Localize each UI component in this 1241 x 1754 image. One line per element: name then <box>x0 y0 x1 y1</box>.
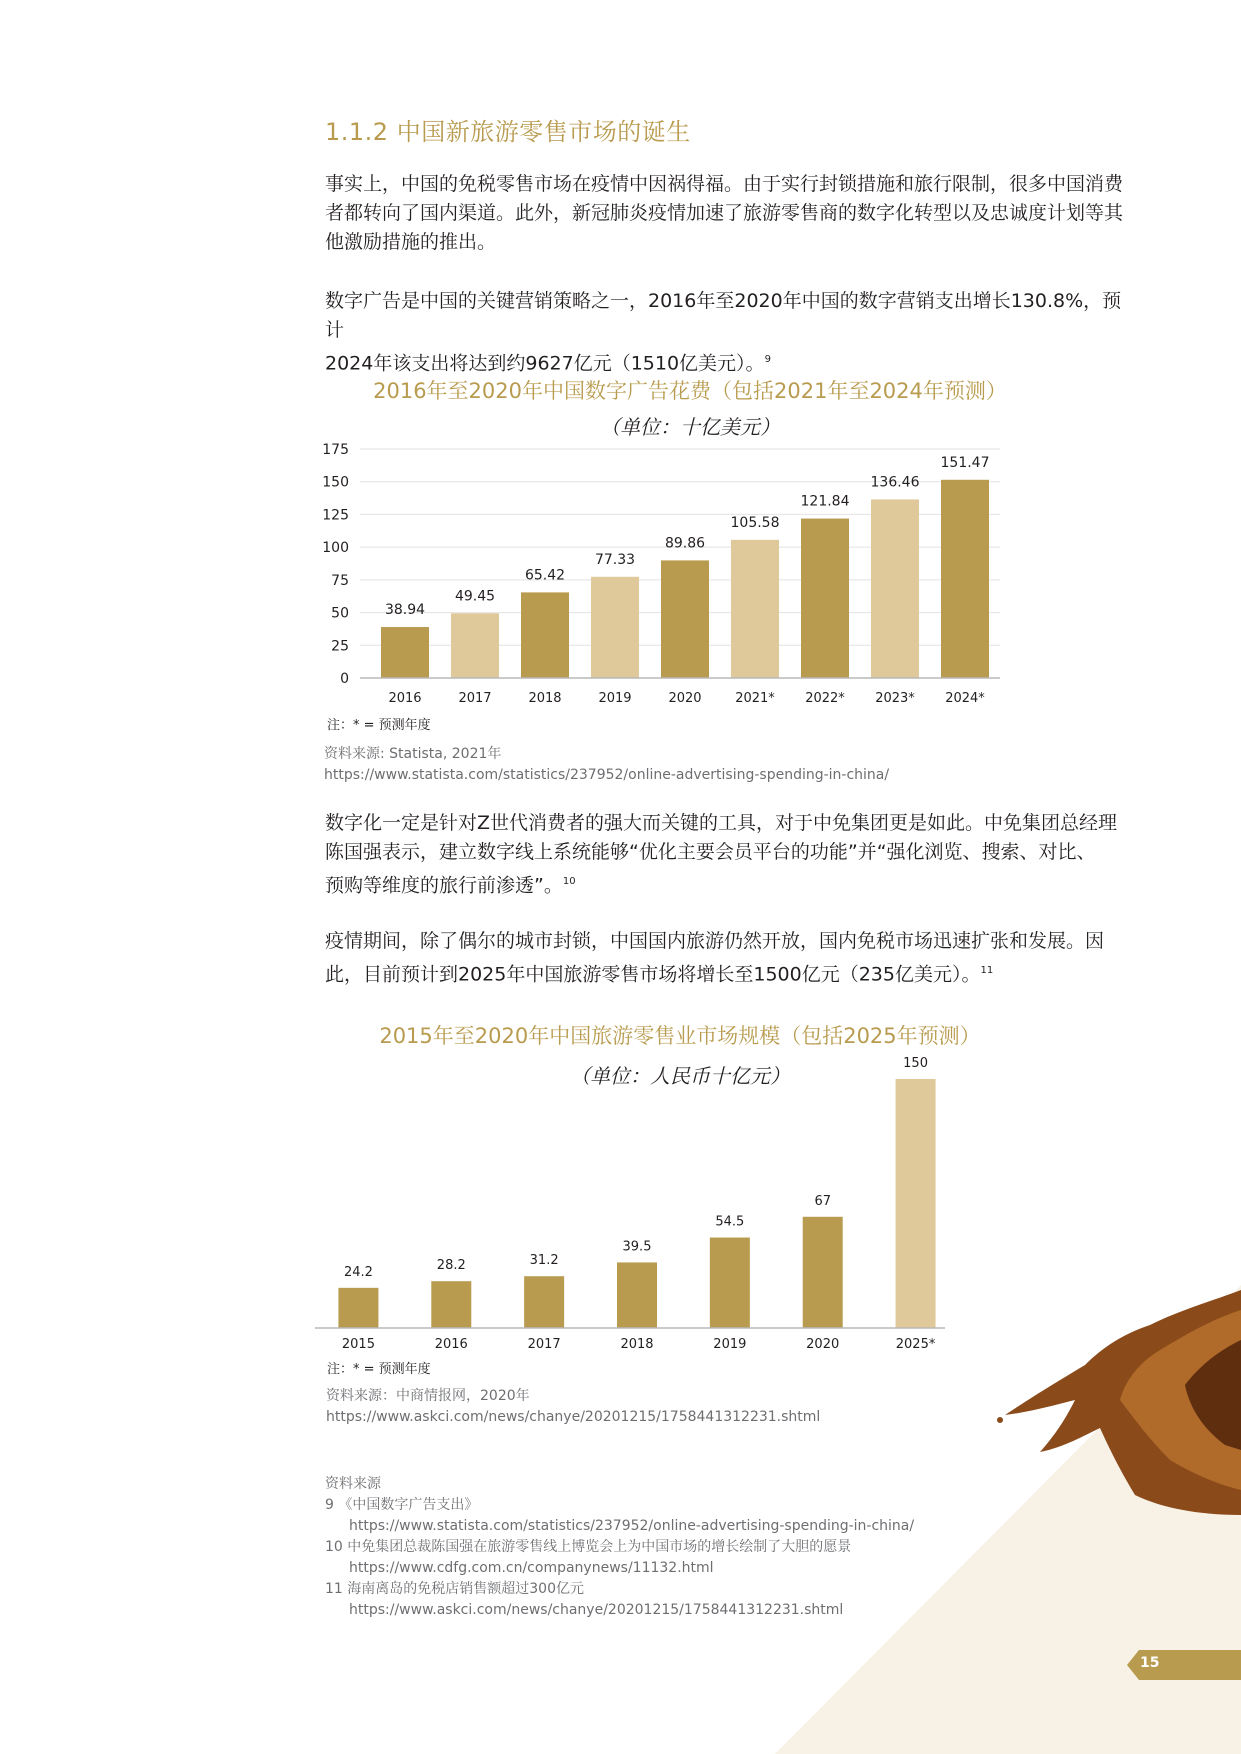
data-label: 39.5 <box>622 1239 652 1255</box>
footnote-10-title: 10 中免集团总裁陈国强在旅游零售线上博览会上为中国市场的增长绘制了大胆的愿景 <box>325 1539 852 1555</box>
chart1-source <box>324 744 889 786</box>
y-tick-label: 175 <box>322 442 349 458</box>
section-title: 1.1.2 中国新旅游零售市场的诞生 <box>325 118 691 146</box>
chart2-svg <box>315 1050 995 1360</box>
paragraph-line: 陈国强表示，建立数字线上系统能够“优化主要会员平台的功能”并“强化浏览、搜索、对比、 <box>325 841 1096 863</box>
footnote-11-link[interactable]: https://www.askci.com/news/chanye/20201215/1758441312231.shtml <box>349 1602 844 1618</box>
bar <box>591 577 639 678</box>
footnote-ref: 10 <box>562 876 576 887</box>
bar <box>801 519 849 678</box>
bar <box>710 1238 750 1328</box>
bar <box>381 627 429 678</box>
x-tick-label: 2018 <box>528 691 562 706</box>
data-label: 136.46 <box>870 474 920 491</box>
data-label: 77.33 <box>594 551 636 568</box>
bar <box>871 499 919 678</box>
chart2-source <box>326 1386 820 1428</box>
bar <box>451 613 499 678</box>
footnote-11-title: 11 海南离岛的免税店销售额超过300亿元 <box>325 1581 584 1597</box>
x-tick-label: 2020 <box>806 1337 840 1352</box>
bar <box>524 1276 564 1328</box>
paragraph-line: 数字广告是中国的关键营销策略之一，2016年至2020年中国的数字营销支出增长130.8%，预计 <box>325 290 1122 341</box>
x-tick-label: 2020 <box>668 691 702 706</box>
data-label: 54.5 <box>715 1214 745 1230</box>
data-label: 89.86 <box>664 535 706 552</box>
source-line: 资料来源: Statista, 2021年 <box>324 746 502 762</box>
x-tick-label: 2024* <box>945 691 985 706</box>
data-label: 24.2 <box>343 1264 373 1280</box>
data-label: 28.2 <box>436 1258 466 1274</box>
bar <box>521 592 569 678</box>
y-tick-label: 0 <box>340 671 349 687</box>
footnote-ref: 9 <box>764 354 771 365</box>
x-tick-label: 2016 <box>388 691 422 706</box>
data-label: 38.94 <box>384 602 426 619</box>
bar <box>617 1262 657 1328</box>
paragraph-line: 他激励措施的推出。 <box>325 231 497 253</box>
y-tick-label: 100 <box>322 540 349 557</box>
data-label: 65.42 <box>524 567 566 584</box>
chart2-title: 2015年至2020年中国旅游零售业市场规模（包括2025年预测） <box>379 1024 981 1048</box>
bar <box>731 540 779 678</box>
chart2-note: 注：* = 预测年度 <box>327 1362 431 1377</box>
y-tick-label: 50 <box>331 605 349 622</box>
bar <box>896 1079 936 1328</box>
paragraph-line <box>325 956 1130 989</box>
chart1-subtitle: （单位：十亿美元） <box>600 415 780 439</box>
x-tick-label: 2022* <box>805 691 845 706</box>
y-tick-label: 75 <box>331 572 349 589</box>
y-tick-label: 125 <box>322 507 349 524</box>
paragraph-1 <box>325 170 1130 257</box>
bar <box>661 560 709 678</box>
paragraph-line: 者都转向了国内渠道。此外，新冠肺炎疫情加速了旅游零售商的数字化转型以及忠诚度计划等其 <box>325 202 1124 224</box>
paragraph-text: 2024年该支出将达到约9627亿元（1510亿美元）。 <box>325 352 765 375</box>
paragraph-line: 事实上，中国的免税零售市场在疫情中因祸得福。由于实行封锁措施和旅行限制，很多中国消费 <box>325 173 1124 195</box>
footnote-9-link[interactable]: https://www.statista.com/statistics/237952/online-advertising-spending-in-china/ <box>349 1518 915 1534</box>
paragraph-4 <box>325 927 1130 989</box>
paragraph-2 <box>325 287 1130 378</box>
footnotes <box>325 1474 914 1621</box>
paragraph-line: 数字化一定是针对Z世代消费者的强大而关键的工具，对于中免集团更是如此。中免集团总经理 <box>325 812 1118 834</box>
bar <box>338 1288 378 1328</box>
page-number: 15 <box>1140 1655 1160 1671</box>
x-tick-label: 2021* <box>735 691 775 706</box>
y-tick-label: 25 <box>331 638 349 655</box>
source-link[interactable]: https://www.askci.com/news/chanye/20201215/1758441312231.shtml <box>326 1409 821 1425</box>
data-label: 121.84 <box>800 493 850 510</box>
x-tick-label: 2025* <box>895 1337 936 1352</box>
paragraph-text: 预购等维度的旅行前渗透”。 <box>325 874 563 897</box>
bar <box>431 1281 471 1328</box>
paragraph-line <box>325 345 1130 378</box>
source-link[interactable]: https://www.statista.com/statistics/237952/online-advertising-spending-in-china/ <box>324 767 890 783</box>
chart1-title: 2016年至2020年中国数字广告花费（包括2021年至2024年预测） <box>373 379 1007 403</box>
x-tick-label: 2018 <box>620 1337 654 1352</box>
x-tick-label: 2016 <box>434 1337 468 1352</box>
footnotes-heading: 资料来源 <box>325 1476 381 1492</box>
x-tick-label: 2015 <box>341 1337 375 1352</box>
x-tick-label: 2017 <box>527 1337 561 1352</box>
data-label: 150 <box>903 1056 928 1071</box>
data-label: 31.2 <box>529 1253 559 1269</box>
bar <box>803 1217 843 1328</box>
footnote-ref: 11 <box>980 965 994 976</box>
x-tick-label: 2019 <box>713 1337 747 1352</box>
chart1-note: 注：* = 预测年度 <box>327 718 431 733</box>
paragraph-3 <box>325 809 1130 900</box>
data-label: 105.58 <box>730 514 780 531</box>
y-tick-label: 150 <box>322 474 349 491</box>
chart1-svg <box>315 438 1015 708</box>
x-tick-label: 2019 <box>598 691 632 706</box>
data-label: 49.45 <box>454 588 496 605</box>
footnote-9-title: 9 《中国数字广告支出》 <box>325 1497 479 1513</box>
x-tick-label: 2023* <box>875 691 915 706</box>
data-label: 67 <box>814 1193 831 1209</box>
x-tick-label: 2017 <box>458 691 492 706</box>
chart2-subtitle: （单位：人民币十亿元） <box>570 1064 790 1088</box>
bar <box>941 480 989 678</box>
source-line: 资料来源：中商情报网，2020年 <box>326 1388 530 1404</box>
paragraph-line <box>325 867 1130 900</box>
paragraph-line: 疫情期间，除了偶尔的城市封锁，中国国内旅游仍然开放，国内免税市场迅速扩张和发展。因 <box>325 930 1105 952</box>
data-label: 151.47 <box>940 454 990 471</box>
paragraph-text: 此，目前预计到2025年中国旅游零售市场将增长至1500亿元（235亿美元）。 <box>325 963 981 986</box>
footnote-10-link[interactable]: https://www.cdfg.com.cn/companynews/11132.html <box>349 1560 714 1576</box>
